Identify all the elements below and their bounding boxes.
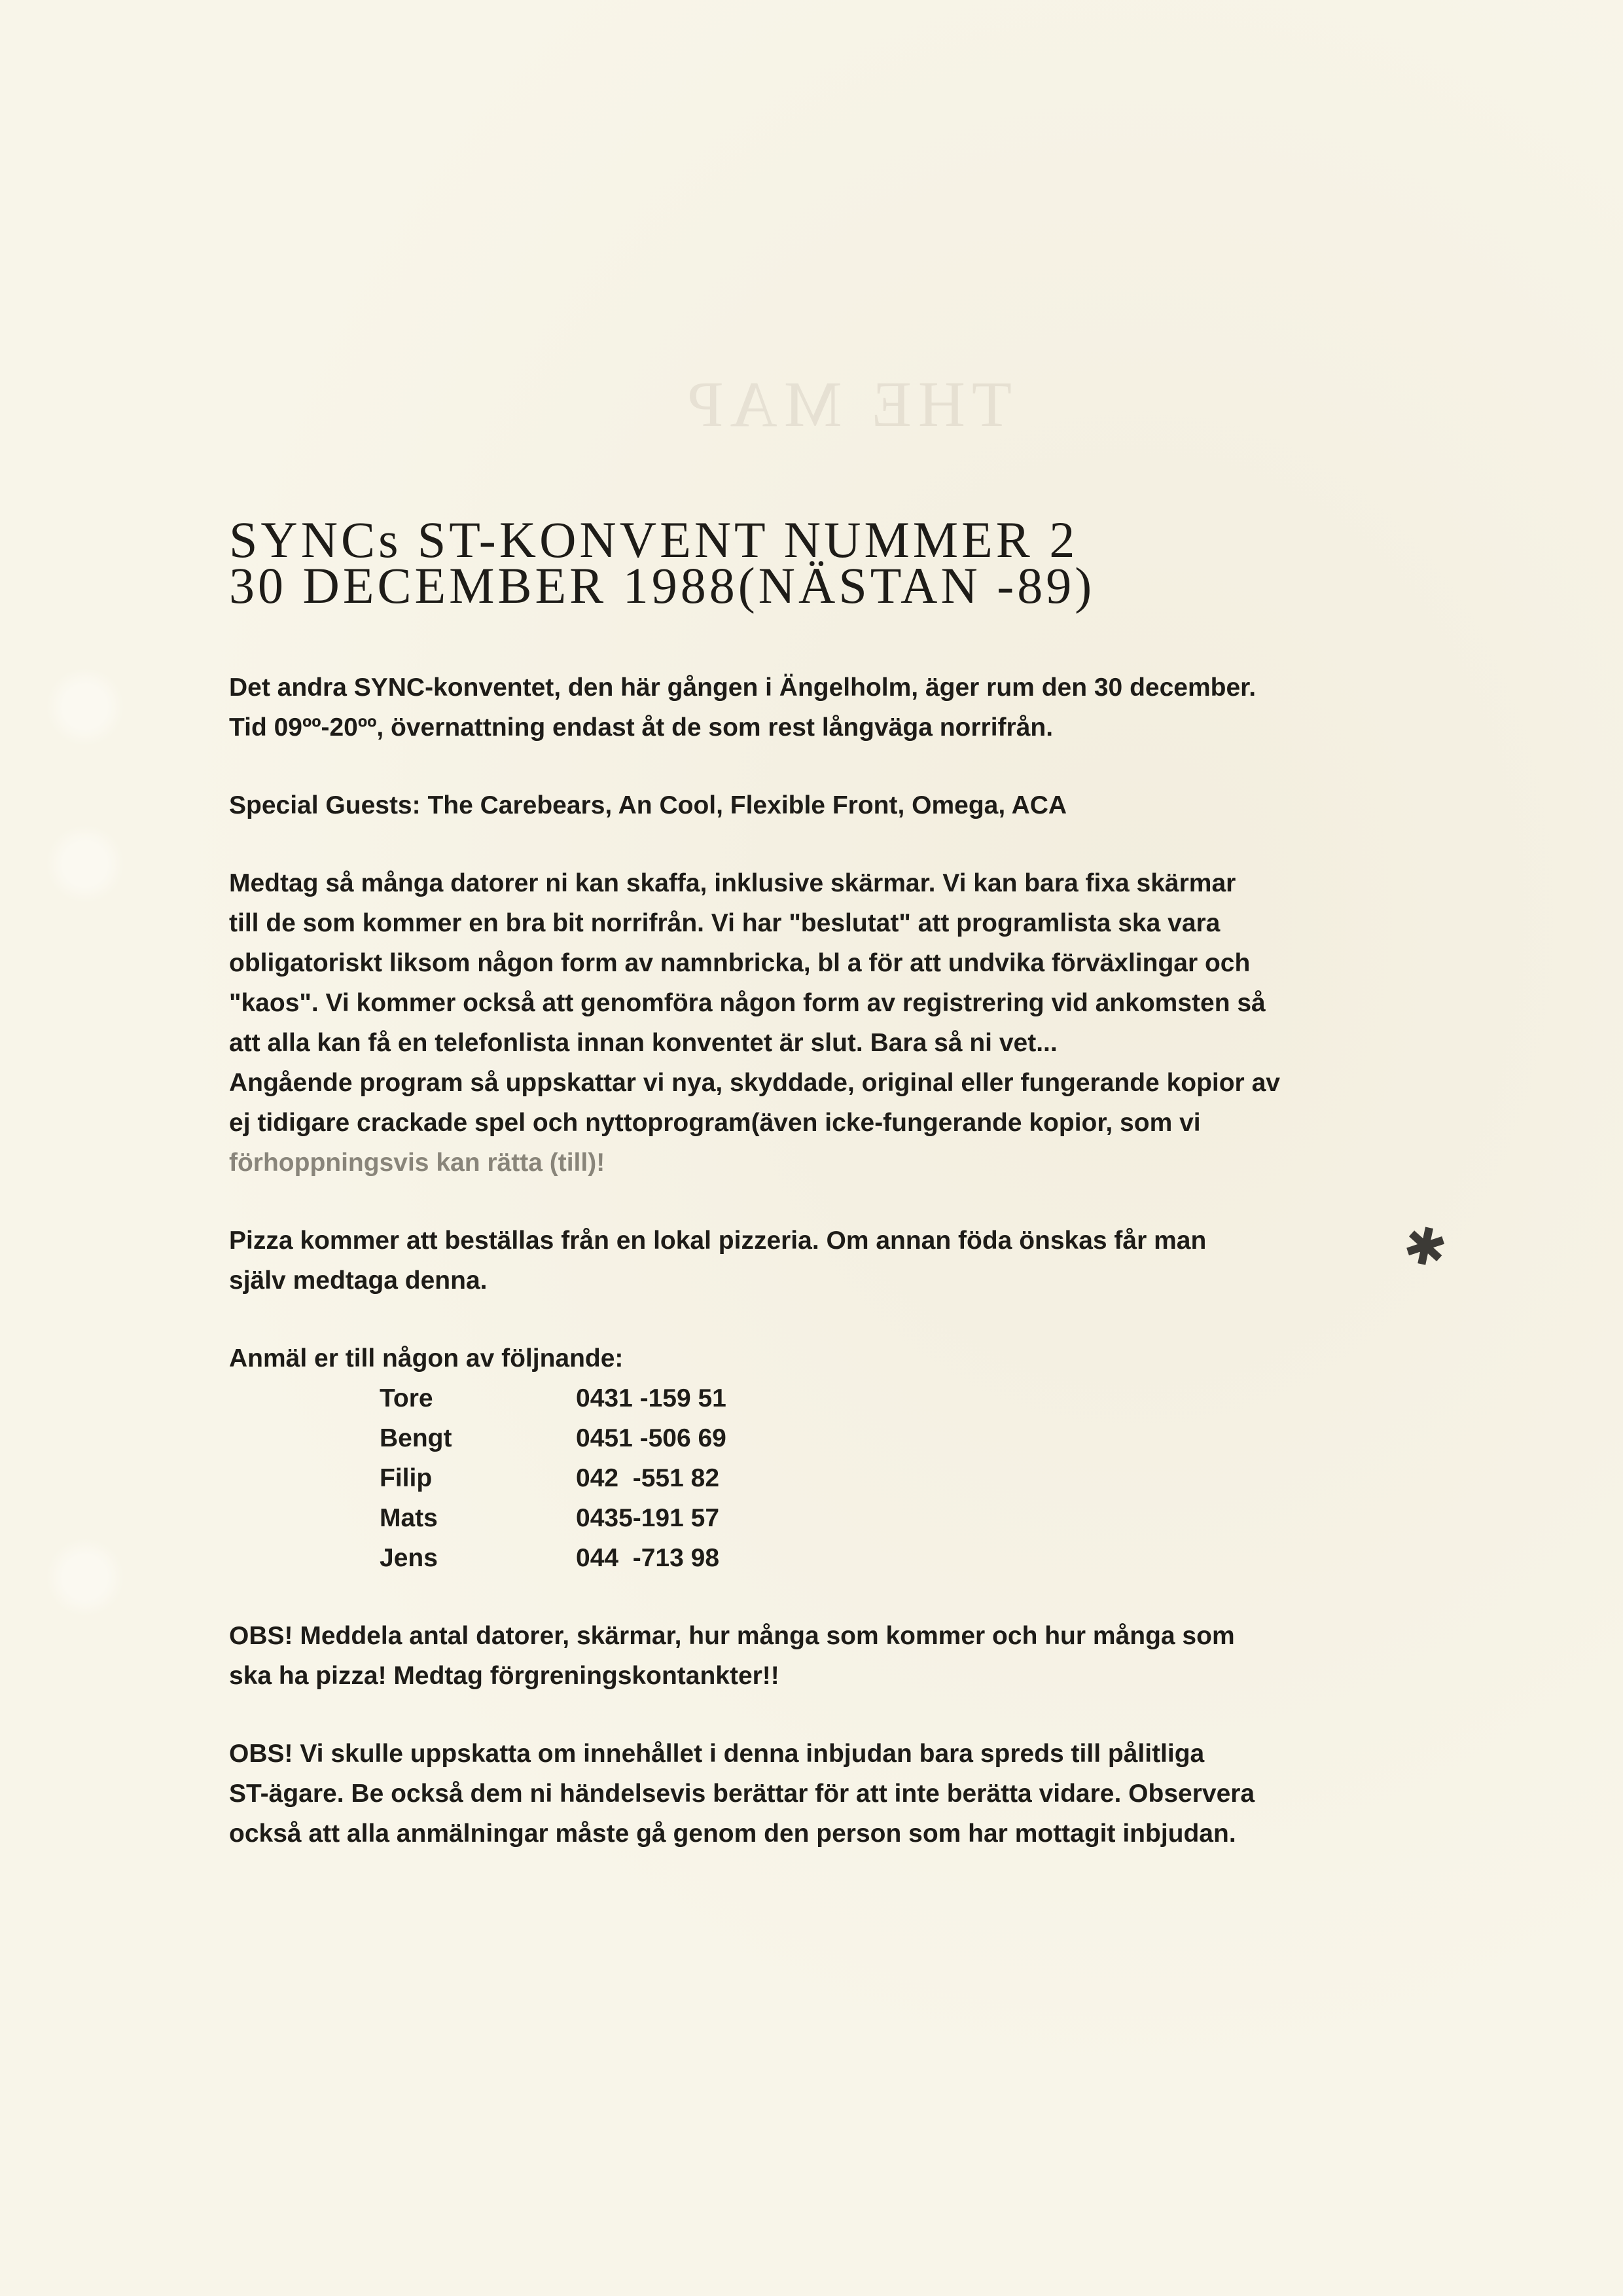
bring-line: ej tidigare crackade spel och nyttoprogram(även icke-fungerande kopior, som vi: [229, 1109, 1201, 1137]
bring-line: "kaos". Vi kommer också att genomföra någon form av registrering vid ankomsten så: [229, 989, 1266, 1017]
contact-row: [380, 1498, 1400, 1538]
signup-heading: [229, 1338, 1400, 1378]
obs1-line: ska ha pizza! Medtag förgreningskontankter!!: [229, 1662, 779, 1690]
contact-list: [380, 1378, 1400, 1578]
contact-phone: 044 -713 98: [576, 1544, 720, 1572]
pizza-line: Pizza kommer att beställas från en lokal pizzeria. Om annan föda önskas får man: [229, 1227, 1207, 1255]
invitation-body: [229, 511, 1400, 1854]
signup-heading-text: Anmäl er till någon av följnande:: [229, 1344, 624, 1372]
obs1-line: OBS! Meddela antal datorer, skärmar, hur många som kommer och hur många som: [229, 1622, 1235, 1650]
contact-phone: 042 -551 82: [576, 1464, 720, 1492]
obs2-line: OBS! Vi skulle uppskatta om innehållet i denna inbjudan bara spreds till pålitliga: [229, 1740, 1205, 1768]
document-title: [229, 511, 1400, 614]
bring-line: till de som kommer en bra bit norrifrån. Vi har "beslutat" att programlista ska vara: [229, 909, 1221, 937]
obs-paragraph-2: [229, 1734, 1400, 1854]
contact-row: [380, 1378, 1400, 1418]
asterisk-mark-icon: ✱: [1398, 1214, 1452, 1280]
bring-line-faded: förhoppningsvis kan rätta (till)!: [229, 1149, 605, 1177]
obs2-line: ST-ägare. Be också dem ni händelsevis berättar för att inte berätta vidare. Observera: [229, 1780, 1255, 1808]
bring-paragraph: [229, 863, 1400, 1183]
bring-line: obligatoriskt liksom någon form av namnbricka, bl a för att undvika förväxlingar och: [229, 949, 1251, 977]
bring-line: Medtag så många datorer ni kan skaffa, inklusive skärmar. Vi kan bara fixa skärmar: [229, 869, 1236, 897]
contact-phone: 0431 -159 51: [576, 1384, 726, 1412]
contact-phone: 0451 -506 69: [576, 1424, 726, 1452]
pizza-paragraph: [229, 1221, 1400, 1300]
contact-name: Bengt: [380, 1424, 452, 1452]
contact-row: [380, 1458, 1400, 1498]
punch-hole: [46, 825, 124, 903]
intro-paragraph: [229, 668, 1400, 747]
guests-line: Special Guests: The Carebears, An Cool, Flexible Front, Omega, ACA: [229, 791, 1067, 819]
contact-name: Filip: [380, 1464, 433, 1492]
bring-line: Angående program så uppskattar vi nya, skyddade, original eller fungerande kopior av: [229, 1069, 1280, 1097]
punch-hole: [46, 1538, 124, 1617]
bleed-through-text: THE MAP: [681, 368, 1012, 440]
intro-line-2: Tid 09ºº-20ºº, övernattning endast åt de som rest långväga norrifrån.: [229, 713, 1054, 742]
title-line-1: SYNCs ST-KONVENT NUMMER 2: [229, 511, 1079, 568]
contact-row: [380, 1418, 1400, 1458]
contact-row: [380, 1538, 1400, 1578]
bring-line: att alla kan få en telefonlista innan konventet är slut. Bara så ni vet...: [229, 1029, 1058, 1057]
contact-name: Tore: [380, 1384, 433, 1412]
obs2-line: också att alla anmälningar måste gå genom den person som har mottagit inbjudan.: [229, 1820, 1236, 1848]
intro-line-1: Det andra SYNC-konventet, den här gången i Ängelholm, äger rum den 30 december.: [229, 673, 1257, 702]
punch-hole: [46, 668, 124, 746]
title-line-2: 30 DECEMBER 1988(NÄSTAN -89): [229, 557, 1096, 614]
obs-paragraph-1: [229, 1616, 1400, 1696]
special-guests: [229, 785, 1400, 825]
pizza-line: själv medtaga denna.: [229, 1266, 488, 1295]
contact-phone: 0435-191 57: [576, 1504, 720, 1532]
contact-name: Jens: [380, 1544, 438, 1572]
contact-name: Mats: [380, 1504, 438, 1532]
